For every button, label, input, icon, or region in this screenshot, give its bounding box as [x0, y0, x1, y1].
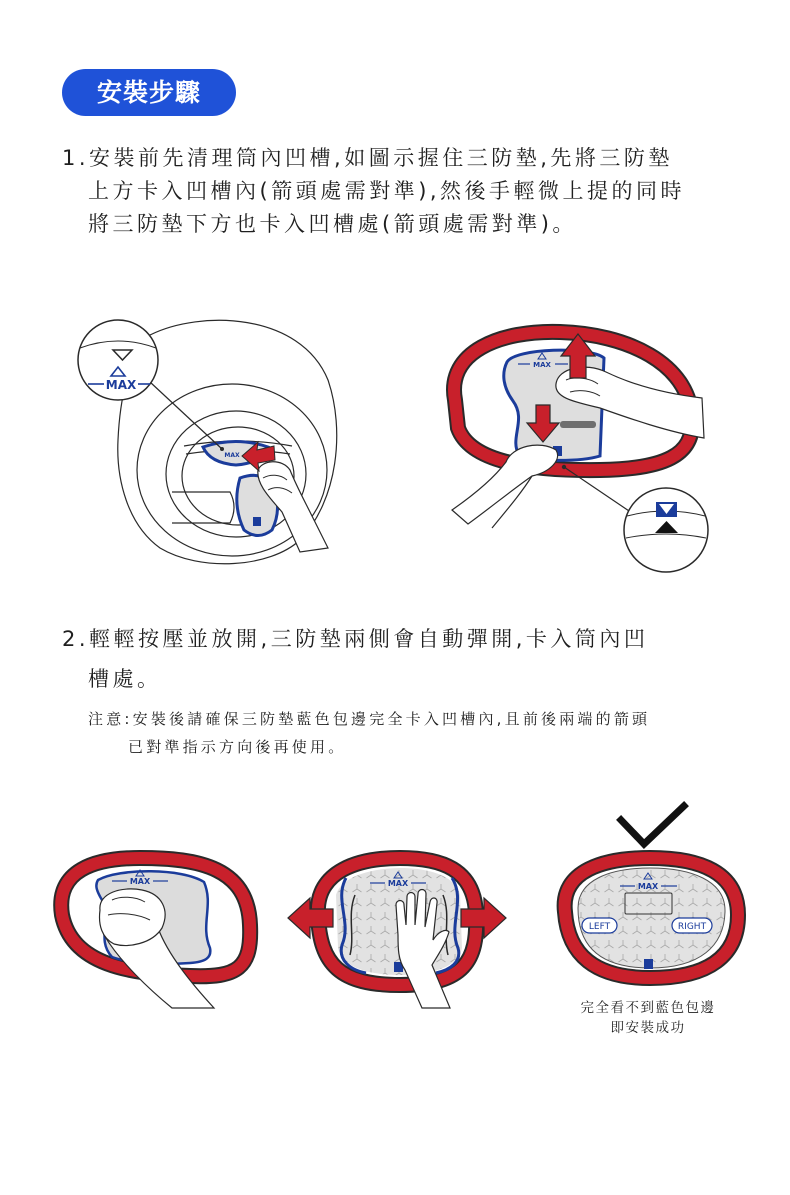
left-label: LEFT	[588, 922, 611, 932]
note-line-1: 注意:安裝後請確保三防墊藍色包邊完全卡入凹槽內,且前後兩端的箭頭	[88, 710, 651, 728]
step1-text-line-1: 1.安裝前先清理筒內凹槽,如圖示握住三防墊,先將三防墊	[62, 146, 673, 170]
step1-text-line-3: 將三防墊下方也卡入凹槽處(箭頭處需對準)。	[88, 212, 577, 236]
max-label: MAX	[224, 452, 240, 459]
max-label: MAX	[637, 882, 659, 891]
max-label: MAX	[129, 877, 151, 886]
step2-text-line-2: 槽處。	[88, 667, 162, 691]
max-label: MAX	[105, 378, 137, 392]
success-caption-line-1: 完全看不到藍色包邊	[580, 1000, 716, 1016]
checkmark-icon	[621, 806, 684, 844]
step2-press-illustration	[61, 858, 250, 1008]
step2-text-line-1: 2.輕輕按壓並放開,三防墊兩側會自動彈開,卡入筒內凹	[62, 627, 649, 651]
note-line-2: 已對準指示方向後再使用。	[128, 738, 347, 756]
triangle-marker-icon	[644, 959, 653, 969]
connector-dot	[220, 447, 224, 451]
right-label: RIGHT	[677, 922, 707, 932]
max-label: MAX	[387, 879, 409, 888]
triangle-marker-icon	[253, 517, 261, 526]
connector-dot	[562, 465, 566, 469]
step2-installed-illustration	[565, 806, 738, 978]
max-label: MAX	[533, 361, 551, 369]
success-caption-line-2: 即安裝成功	[610, 1020, 686, 1036]
step1-illustrations	[0, 300, 790, 600]
title-badge: 安裝步驟	[62, 69, 236, 116]
step1-text-line-2: 上方卡入凹槽內(箭頭處需對準),然後手輕微上提的同時	[88, 179, 686, 203]
pad-strap	[560, 421, 596, 428]
step2-spring-open-illustration	[288, 858, 506, 1008]
zoom-inset-bottom-marker	[562, 465, 708, 572]
